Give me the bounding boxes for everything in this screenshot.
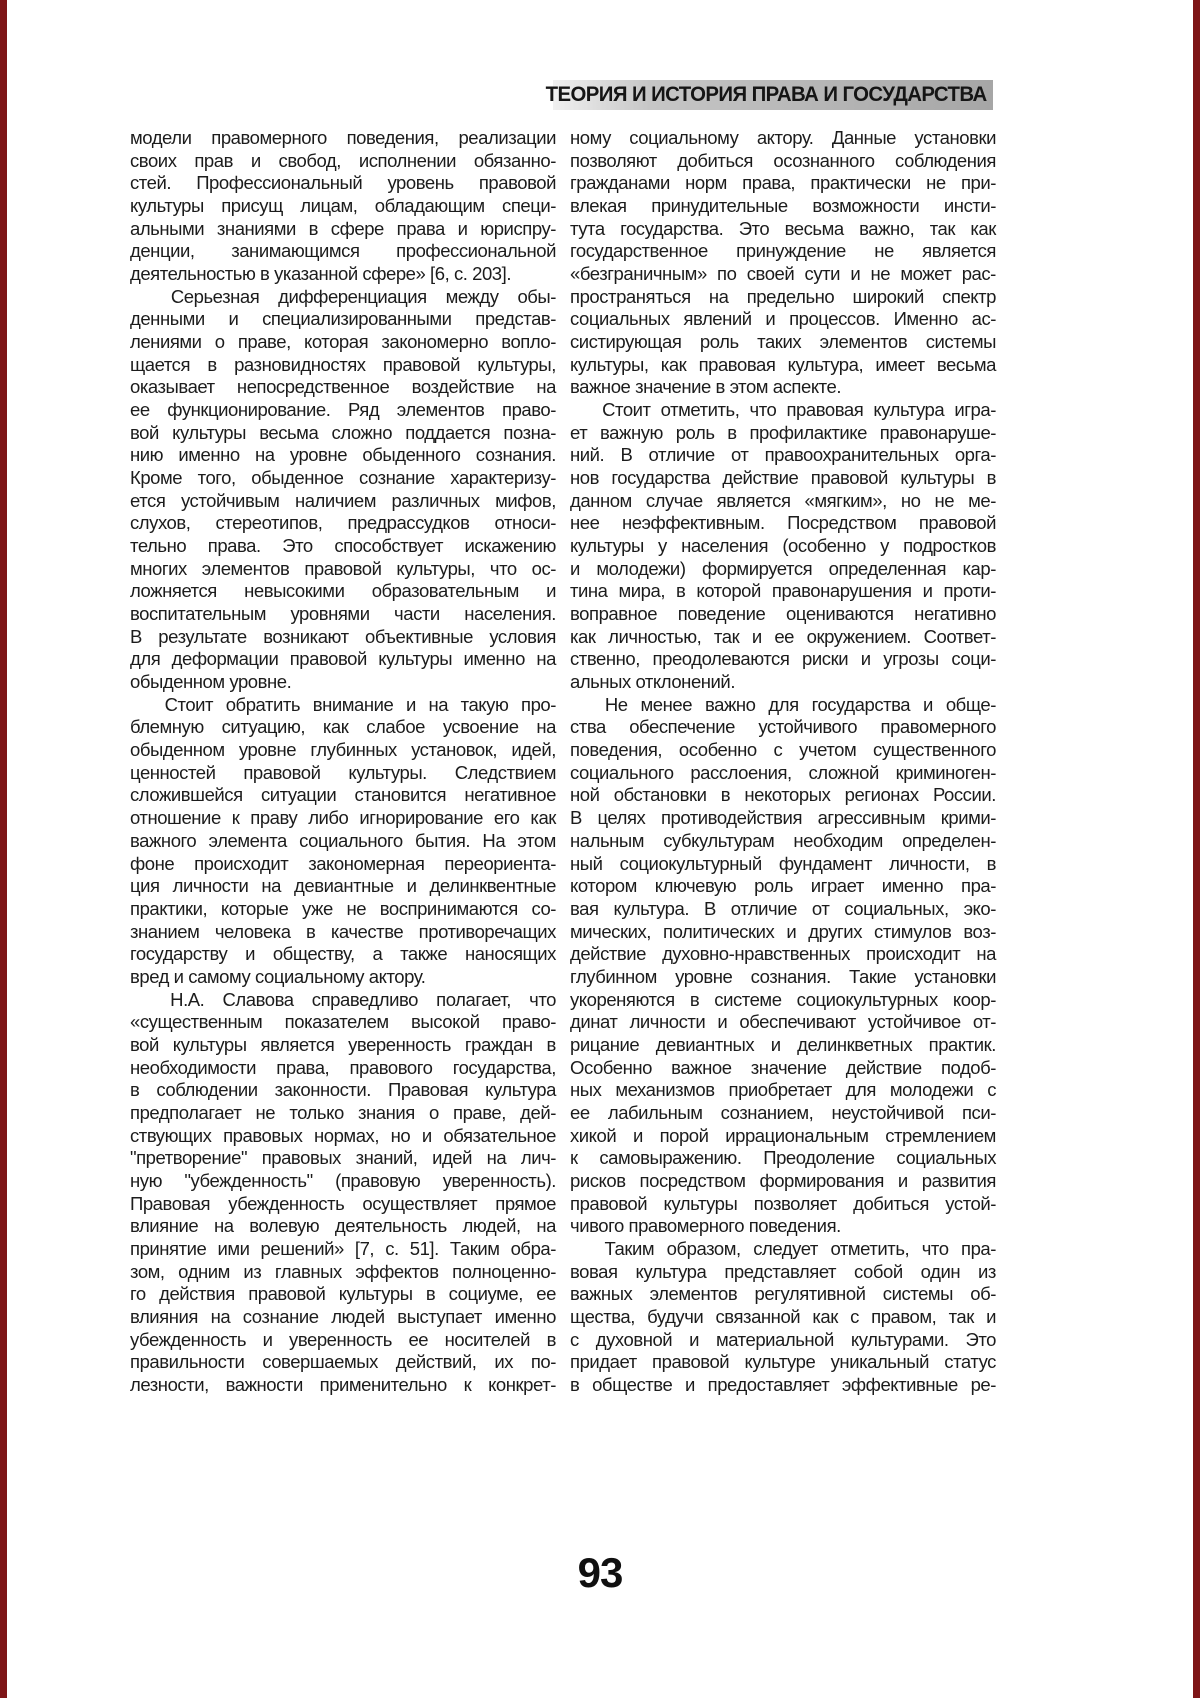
text-line: Серьезная дифференциация между обы- [170,285,556,307]
text-line: необходимости права, правового государства, [130,1056,556,1078]
text-line: правильности совершаемых действий, их по- [130,1351,556,1373]
text-line: вред и самому социальному актору. [130,965,426,987]
text-line: отношение к праву либо игнорирование его как [130,807,556,829]
text-line: ложняется невысокими образовательным и [130,580,556,602]
paragraph [570,127,996,399]
text-line: тута государства. Это весьма важно, так как [570,217,996,239]
right-red-edge-rule [1193,0,1200,1698]
text-line: важных элементов регулятивной системы об- [570,1283,996,1305]
text-line: ценностей правовой культуры. Следствием [130,761,556,783]
left-red-edge-rule [0,0,7,1698]
text-line: лезности, важности применительно к конкрет- [130,1373,556,1395]
text-line: нию именно на уровне обыденного сознания. [130,444,556,466]
text-line: многих элементов правовой культуры, что ос- [130,557,556,579]
paragraph [130,127,556,286]
text-line: в соблюдении законности. Правовая культура [130,1079,556,1101]
text-line: хикой и порой иррациональным стремлением [570,1124,996,1146]
text-line: обыденном уровне. [130,671,292,693]
text-line: правовой культуры позволяет добиться устой- [570,1192,996,1214]
text-line: мических, политических и других стимулов воз- [570,920,996,942]
text-line: альных отклонений. [570,671,736,693]
text-line: фоне происходит закономерная переориента- [130,852,556,874]
text-line: знанием человека в качестве противоречащих [130,920,556,942]
text-line: ства обеспечение устойчивого правомерного [570,716,996,738]
text-line: Стоит отметить, что правовая культура игра- [602,399,996,421]
text-line: котором ключевую роль играет именно пра- [570,875,996,897]
text-line: Стоит обратить внимание и на такую про- [164,693,556,715]
text-line: влияние на волевую деятельность людей, на [130,1215,556,1237]
text-line: Не менее важно для государства и обще- [604,693,996,715]
text-line: Правовая убежденность осуществляет прямое [130,1192,556,1214]
text-line: Кроме того, обыденное сознание характеризу- [130,467,556,489]
text-line: государству и обществу, а также наносящих [130,943,556,965]
text-line: вой культуры весьма сложно поддается позна- [130,421,556,443]
text-line: ную "убежденность" (правовую уверенность). [130,1169,556,1191]
text-line: воправное поведение оцениваются негативно [570,603,996,625]
text-line: Особенно важное значение действие подоб- [570,1056,996,1078]
text-line: предполагает не только знания о праве, дей- [130,1101,556,1123]
text-line: ственно, преодолеваются риски и угрозы соци- [570,648,996,670]
text-line: ных механизмов приобретает для молодежи с [570,1079,996,1101]
paragraph [570,1238,996,1397]
text-line: социальных явлений и процессов. Именно ас- [570,308,996,330]
page-number: 93 [577,1549,623,1596]
text-line: и молодежи) формируется определенная кар- [570,557,996,579]
text-line: рисков посредством формирования и развития [570,1169,996,1191]
text-line: ет важную роль в профилактике правонаруше- [570,421,996,443]
text-line: ной обстановки в некоторых регионах России. [570,784,996,806]
text-line: денции, занимающимся профессиональной [130,240,556,262]
text-line: «безграничным» по своей сути и не может рас- [570,263,996,285]
column-left [130,127,556,1397]
text-line: "претворение" правовых знаний, идей на лич- [130,1147,556,1169]
section-header-title: ТЕОРИЯ И ИСТОРИЯ ПРАВА И ГОСУДАРСТВА [546,83,987,106]
text-line: го действия правовой культуры в социуме, ее [130,1283,556,1305]
text-line: ний. В отличие от правоохранительных орга- [570,444,996,466]
text-line: тина мира, в которой правонарушения и проти- [570,580,996,602]
paragraph [570,694,996,1238]
text-line: важное значение в этом аспекте. [570,376,842,398]
text-line: модели правомерного поведения, реализации [130,127,556,148]
text-line: систирующая роль таких элементов системы [570,331,996,353]
text-line: «существенным показателем высокой право- [130,1011,556,1033]
text-line: динат личности и обеспечивают устойчивое от- [570,1011,996,1033]
text-line: позволяют добиться осознанного соблюдения [570,149,996,171]
text-line: Н.А. Славова справедливо полагает, что [170,988,556,1010]
paragraph [130,989,556,1397]
text-line: гражданами норм права, практически не при- [570,172,996,194]
text-line: щества, будучи связанной как с правом, так и [570,1305,996,1327]
text-line: зом, одним из главных эффектов полноценно- [130,1260,556,1282]
text-line: убежденность и уверенность ее носителей в [130,1328,556,1350]
text-line: альными знаниями в сфере права и юриспру- [130,217,556,239]
text-line: блемную ситуацию, как слабое усвоение на [130,716,556,738]
paragraph [130,286,556,694]
text-line: поведения, особенно с учетом существенного [570,739,996,761]
text-line: культуры у населения (особенно у подростков [570,535,996,557]
text-line: нов государства действие правовой культуры в [570,467,996,489]
text-line: влекая принудительные возможности инсти- [570,195,996,217]
text-line: практики, которые уже не воспринимаются со- [130,897,556,919]
text-line: данном случае является «мягким», но не ме- [570,489,996,511]
text-line: социального расслоения, сложной криминоген- [570,761,996,783]
text-line: обыденном уровне глубинных установок, идей, [130,739,556,761]
text-line: к самовыражению. Преодоление социальных [570,1147,996,1169]
text-line: нее неэффективным. Посредством правовой [570,512,996,534]
text-line: принятие ими решений» [7, с. 51]. Таким обра- [130,1237,556,1259]
text-line: денными и специализированными представ- [130,308,556,330]
text-line: нальным субкультурам необходим определен- [570,829,996,851]
section-header-bar [546,80,993,110]
text-line: ный социокультурный фундамент личности, в [570,852,996,874]
text-line: деятельностью в указанной сфере» [6, с. 203]. [130,263,512,285]
text-line: глубинном уровне сознания. Такие установки [570,965,996,987]
text-line: вой культуры является уверенность граждан в [130,1033,556,1055]
text-line: слухов, стереотипов, предрассудков относи- [130,512,556,534]
text-line: действие духовно-нравственных происходит на [570,943,996,965]
text-line: В результате возникают объективные условия [130,625,556,647]
text-line: влияния на сознание людей выступает именно [130,1305,556,1327]
text-line: щается в разновидностях правовой культуры, [130,353,556,375]
text-line: рицание девиантных и делинкветных практик. [570,1033,996,1055]
text-line: чивого правомерного поведения. [570,1215,841,1237]
text-line: для деформации правовой культуры именно на [130,648,556,670]
text-line: культуры присущ лицам, обладающим специ- [130,195,556,217]
text-line: укореняются в системе социокультурных коор- [570,988,996,1010]
text-line: сложившейся ситуации становится негативное [130,784,556,806]
text-line: с духовной и материальной культурами. Это [570,1328,996,1350]
text-line: ция личности на девиантные и делинквентные [130,875,556,897]
text-line: вовая культура представляет собой один из [570,1260,996,1282]
text-line: оказывает непосредственное воздействие на [130,376,556,398]
text-line: стей. Профессиональный уровень правовой [130,172,556,194]
text-line: пространяться на предельно широкий спектр [570,285,996,307]
text-line: ее функционирование. Ряд элементов право- [130,399,556,421]
paragraph [570,399,996,694]
text-line: вая культура. В отличие от социальных, эко- [570,897,996,919]
text-line: тельно права. Это способствует искажению [130,535,556,557]
text-line: культуры, как правовая культура, имеет весьма [570,353,996,375]
column-right [570,127,996,1397]
text-line: в обществе и предоставляет эффективные ре- [570,1373,996,1395]
text-line: как личностью, так и ее окружением. Соответ- [570,625,996,647]
text-line: воспитательным уровнями части населения. [130,603,556,625]
text-line: государственное принуждение не является [570,240,996,262]
text-line: ее лабильным сознанием, неустойчивой пси- [570,1101,996,1123]
paragraph [130,694,556,989]
text-line: ствующих правовых нормах, но и обязательное [130,1124,556,1146]
text-line: Таким образом, следует отметить, что пра- [604,1237,996,1259]
text-line: ется устойчивым наличием различных мифов, [130,489,556,511]
text-line: важного элемента социального бытия. На этом [130,829,556,851]
text-line: своих прав и свобод, исполнении обязанно- [130,149,556,171]
text-line: лениями о праве, которая закономерно вопло- [130,331,556,353]
text-line: ному социальному актору. Данные установки [570,127,996,148]
text-line: придает правовой культуре уникальный статус [570,1351,996,1373]
text-line: В целях противодействия агрессивным крими- [570,807,996,829]
